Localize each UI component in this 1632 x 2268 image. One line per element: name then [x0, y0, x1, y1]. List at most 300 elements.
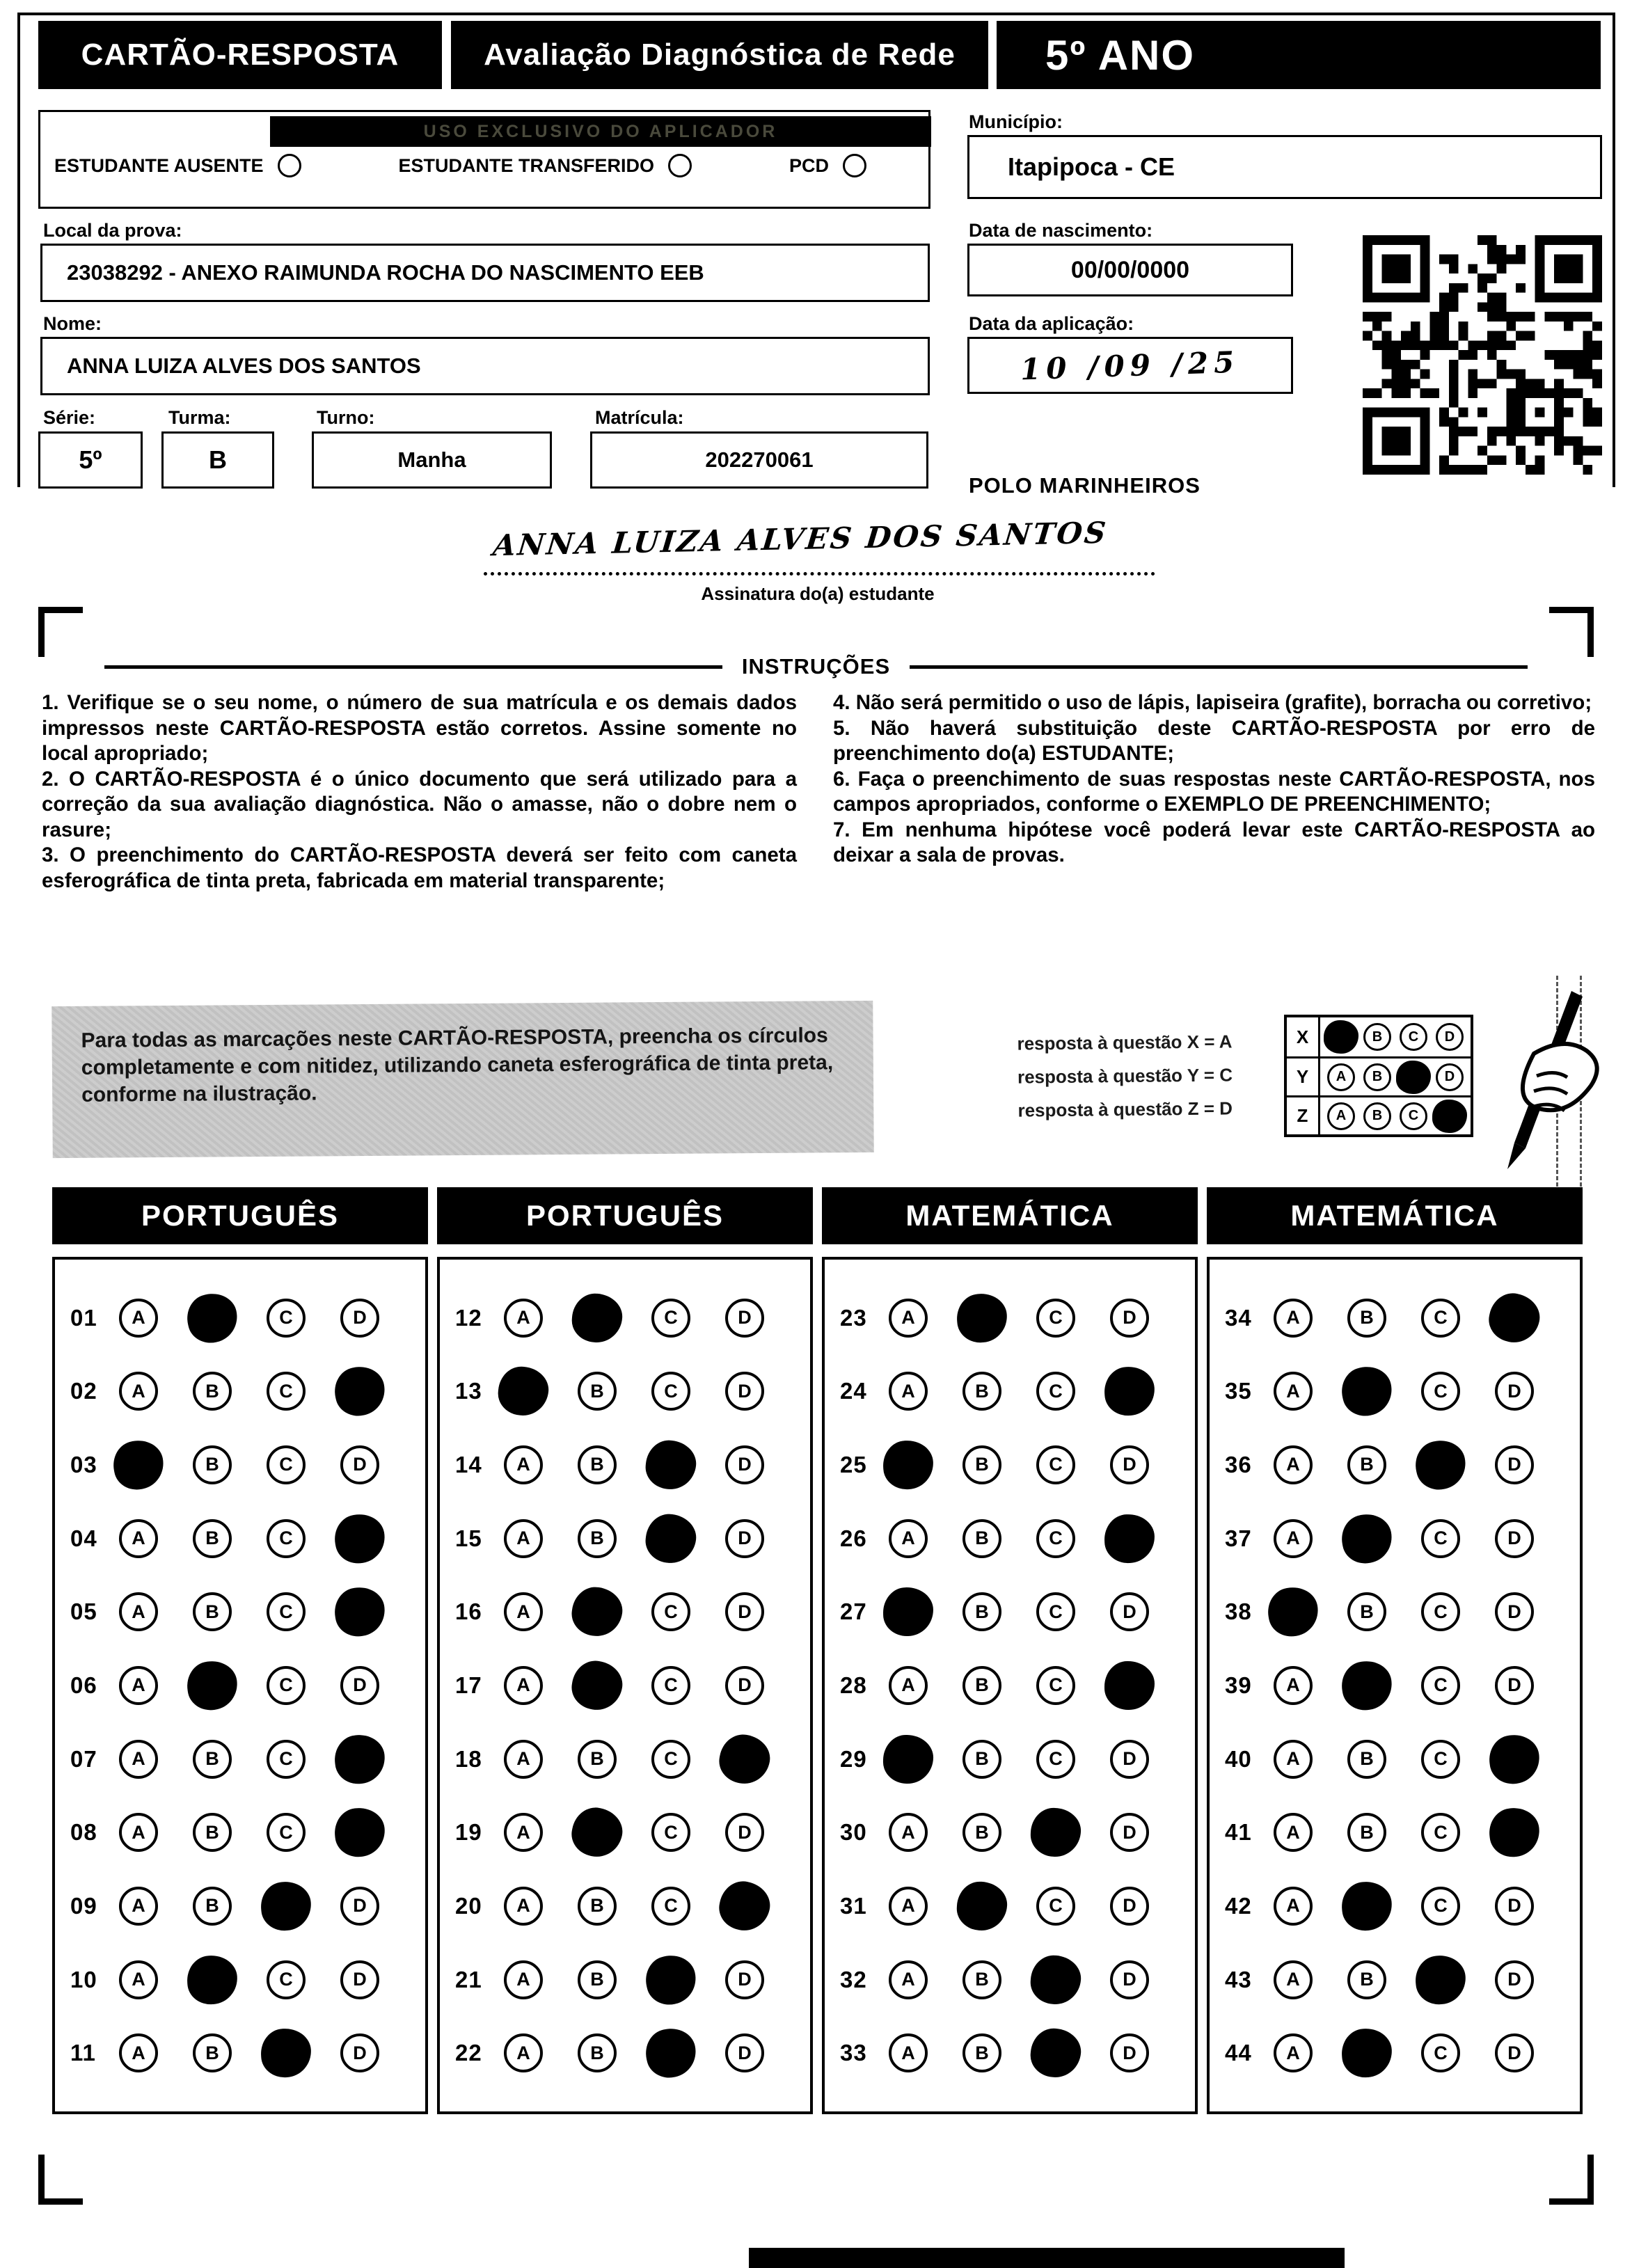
municipio-value: Itapipoca - CE: [1008, 152, 1175, 181]
answer-bubble-40-B[interactable]: [1347, 1740, 1386, 1779]
answer-bubble-22-B[interactable]: [578, 2033, 617, 2072]
answer-bubble-38-A[interactable]: [1274, 1592, 1313, 1631]
answer-bubble-44-A[interactable]: [1274, 2033, 1313, 2072]
answer-bubble-03-C[interactable]: [267, 1445, 306, 1484]
question-row: [70, 1740, 425, 1779]
answer-bubble-25-B[interactable]: [962, 1445, 1001, 1484]
answer-bubble-21-C[interactable]: [651, 1960, 690, 1999]
filled-mark: [643, 1511, 699, 1565]
answer-bubble-24-C[interactable]: [1036, 1372, 1075, 1411]
question-options: [889, 1666, 1149, 1705]
answer-section-header: PORTUGUÊS: [52, 1187, 428, 1244]
answer-bubble-31-A[interactable]: [889, 1887, 928, 1926]
question-options: [889, 1592, 1149, 1631]
answer-bubble-06-C[interactable]: [267, 1666, 306, 1705]
answer-bubble-04-C[interactable]: [267, 1519, 306, 1558]
answer-bubble-19-A[interactable]: [504, 1813, 543, 1852]
answer-bubble-37-A[interactable]: [1274, 1519, 1313, 1558]
answer-bubble-19-B[interactable]: [578, 1813, 617, 1852]
answer-bubble-27-B[interactable]: [962, 1592, 1001, 1631]
answer-bubble-17-C[interactable]: [651, 1666, 690, 1705]
answer-bubble-24-A[interactable]: [889, 1372, 928, 1411]
question-row: [840, 1740, 1195, 1779]
option-circle: A: [1274, 1519, 1313, 1558]
answer-bubble-27-C[interactable]: [1036, 1592, 1075, 1631]
option-circle: D: [725, 1299, 764, 1338]
answer-bubble-35-C[interactable]: [1421, 1372, 1460, 1411]
filled-mark: [642, 2024, 701, 2081]
answer-bubble-37-B[interactable]: [1347, 1519, 1386, 1558]
answer-bubble-09-D[interactable]: [340, 1887, 379, 1926]
applicator-option-bubble[interactable]: [278, 154, 301, 177]
answer-bubble-10-B[interactable]: [193, 1960, 232, 1999]
option-circle: C: [1421, 1592, 1460, 1631]
filled-mark: [715, 1731, 773, 1787]
answer-bubble-34-C[interactable]: [1421, 1299, 1460, 1338]
option-circle: C: [267, 1372, 306, 1411]
answer-bubble-44-C[interactable]: [1421, 2033, 1460, 2072]
answer-bubble-30-A[interactable]: [889, 1813, 928, 1852]
option-circle: B: [193, 1813, 232, 1852]
answer-bubble-38-B[interactable]: [1347, 1592, 1386, 1631]
question-options: [889, 1445, 1149, 1484]
filled-mark: [1340, 2027, 1394, 2079]
answer-bubble-21-A[interactable]: [504, 1960, 543, 1999]
answer-bubble-02-B[interactable]: [193, 1372, 232, 1411]
applicator-option-bubble[interactable]: [843, 154, 866, 177]
answer-bubble-32-A[interactable]: [889, 1960, 928, 1999]
answer-bubble-03-A[interactable]: [119, 1445, 158, 1484]
answer-bubble-15-C[interactable]: [651, 1519, 690, 1558]
applicator-option: [54, 154, 301, 177]
answer-bubble-43-D[interactable]: [1495, 1960, 1534, 1999]
filled-mark: [1413, 1953, 1468, 2006]
answer-column: [437, 1187, 813, 2114]
answer-bubble-40-C[interactable]: [1421, 1740, 1460, 1779]
answer-bubble-09-B[interactable]: [193, 1887, 232, 1926]
answer-bubble-28-A[interactable]: [889, 1666, 928, 1705]
corner-mark-bottom-right: [1549, 2155, 1594, 2205]
answer-bubble-26-A[interactable]: [889, 1519, 928, 1558]
answer-bubble-31-C[interactable]: [1036, 1887, 1075, 1926]
answer-bubble-01-D[interactable]: [340, 1299, 379, 1338]
answer-bubble-39-B[interactable]: [1347, 1666, 1386, 1705]
filled-mark: [569, 1658, 626, 1713]
option-circle: A: [119, 1813, 158, 1852]
option-circle: D: [1110, 1299, 1149, 1338]
answer-bubble-12-D[interactable]: [725, 1299, 764, 1338]
answer-bubble-01-A[interactable]: [119, 1299, 158, 1338]
answer-bubble-16-B[interactable]: [578, 1592, 617, 1631]
answer-bubble-15-B[interactable]: [578, 1519, 617, 1558]
question-options: [504, 1666, 764, 1705]
example-row-label: Z: [1287, 1097, 1320, 1134]
option-circle: C: [1036, 1740, 1075, 1779]
answer-bubble-28-C[interactable]: [1036, 1666, 1075, 1705]
question-options: [504, 1813, 764, 1852]
nascimento-label: Data de nascimento:: [969, 220, 1153, 241]
question-number: 11: [70, 2040, 96, 2066]
answer-bubble-42-A[interactable]: [1274, 1887, 1313, 1926]
answer-bubble-03-B[interactable]: [193, 1445, 232, 1484]
answer-bubble-16-A[interactable]: [504, 1592, 543, 1631]
answer-bubble-23-B[interactable]: [962, 1299, 1001, 1338]
answer-bubble-44-B[interactable]: [1347, 2033, 1386, 2072]
answer-bubble-11-D[interactable]: [340, 2033, 379, 2072]
answer-bubble-20-B[interactable]: [578, 1887, 617, 1926]
answer-bubble-30-C[interactable]: [1036, 1813, 1075, 1852]
answer-bubble-13-A[interactable]: [504, 1372, 543, 1411]
question-row: [70, 1813, 425, 1852]
answer-bubble-09-C[interactable]: [267, 1887, 306, 1926]
answer-bubble-05-B[interactable]: [193, 1592, 232, 1631]
option-circle: C: [1400, 1023, 1427, 1051]
question-options: [1274, 1960, 1534, 1999]
answer-bubble-39-D[interactable]: [1495, 1666, 1534, 1705]
question-number: 27: [840, 1599, 867, 1625]
question-options: [504, 2033, 764, 2072]
answer-bubble-30-B[interactable]: [962, 1813, 1001, 1852]
answer-bubble-14-C[interactable]: [651, 1445, 690, 1484]
question-row: [70, 1445, 425, 1484]
question-number: 04: [70, 1525, 97, 1551]
answer-bubble-07-D[interactable]: [340, 1740, 379, 1779]
option-circle: D: [1495, 1666, 1534, 1705]
filled-mark: [956, 1880, 1008, 1932]
answer-bubble-37-D[interactable]: [1495, 1519, 1534, 1558]
answer-bubble-17-A[interactable]: [504, 1666, 543, 1705]
question-row: [70, 1519, 425, 1558]
answer-bubble-15-D[interactable]: [725, 1519, 764, 1558]
option-circle: C: [267, 1960, 306, 1999]
option-circle: B: [1347, 1299, 1386, 1338]
answer-bubble-33-D[interactable]: [1110, 2033, 1149, 2072]
question-row: [840, 2033, 1195, 2072]
question-row: [70, 1372, 425, 1411]
answer-bubble-14-D[interactable]: [725, 1445, 764, 1484]
question-row: [1225, 1519, 1580, 1558]
answer-bubble-18-B[interactable]: [578, 1740, 617, 1779]
nascimento-box: [967, 244, 1293, 296]
answer-bubble-16-D[interactable]: [725, 1592, 764, 1631]
option-circle: C: [1421, 1519, 1460, 1558]
answer-bubble-44-D[interactable]: [1495, 2033, 1534, 2072]
filled-mark: [1486, 1731, 1542, 1786]
option-circle: D: [1495, 1887, 1534, 1926]
answer-bubble-42-C[interactable]: [1421, 1887, 1460, 1926]
answer-bubble-19-C[interactable]: [651, 1813, 690, 1852]
question-options: [889, 1519, 1149, 1558]
example-bubble-Y-A: [1327, 1063, 1355, 1091]
option-circle: B: [962, 1445, 1001, 1484]
answer-bubble-14-A[interactable]: [504, 1445, 543, 1484]
answer-bubble-01-B[interactable]: [193, 1299, 232, 1338]
hand-pen-illustration: [1467, 987, 1606, 1196]
filled-mark: [186, 1953, 239, 2006]
option-circle: C: [1036, 1592, 1075, 1631]
answer-bubble-28-B[interactable]: [962, 1666, 1001, 1705]
answer-bubble-07-C[interactable]: [267, 1740, 306, 1779]
option-circle: B: [1347, 1592, 1386, 1631]
answer-bubble-13-B[interactable]: [578, 1372, 617, 1411]
question-options: [119, 1592, 379, 1631]
answer-bubble-36-B[interactable]: [1347, 1445, 1386, 1484]
option-circle: A: [504, 1445, 543, 1484]
answer-bubble-30-D[interactable]: [1110, 1813, 1149, 1852]
option-circle: C: [651, 1666, 690, 1705]
question-number: 30: [840, 1819, 867, 1846]
filled-mark: [1396, 1061, 1431, 1094]
question-number: 40: [1225, 1745, 1252, 1772]
answer-bubble-02-C[interactable]: [267, 1372, 306, 1411]
answer-bubble-22-C[interactable]: [651, 2033, 690, 2072]
answer-bubble-17-B[interactable]: [578, 1666, 617, 1705]
answer-bubble-13-C[interactable]: [651, 1372, 690, 1411]
question-row: [70, 1592, 425, 1631]
answer-bubble-05-C[interactable]: [267, 1592, 306, 1631]
answer-bubble-12-C[interactable]: [651, 1299, 690, 1338]
instructions-heading: [104, 654, 1528, 679]
answer-bubble-27-D[interactable]: [1110, 1592, 1149, 1631]
answer-bubble-23-D[interactable]: [1110, 1299, 1149, 1338]
answer-bubble-35-D[interactable]: [1495, 1372, 1534, 1411]
question-row: [1225, 1813, 1580, 1852]
answer-bubble-43-A[interactable]: [1274, 1960, 1313, 1999]
local-label: Local da prova:: [43, 220, 182, 241]
filled-mark: [333, 1806, 388, 1859]
answer-bubble-41-A[interactable]: [1274, 1813, 1313, 1852]
answer-bubble-22-A[interactable]: [504, 2033, 543, 2072]
answer-bubble-06-A[interactable]: [119, 1666, 158, 1705]
signature-line: [484, 572, 1155, 576]
answer-bubble-42-B[interactable]: [1347, 1887, 1386, 1926]
answer-bubble-23-C[interactable]: [1036, 1299, 1075, 1338]
option-circle: C: [651, 1372, 690, 1411]
question-options: [1274, 1666, 1534, 1705]
question-options: [504, 1445, 764, 1484]
answer-bubble-41-D[interactable]: [1495, 1813, 1534, 1852]
question-number: 41: [1225, 1819, 1252, 1846]
option-circle: B: [1363, 1063, 1391, 1091]
answer-bubble-21-D[interactable]: [725, 1960, 764, 1999]
option-circle: A: [504, 1813, 543, 1852]
instruction-item: 4. Não será permitido o uso de lápis, lapiseira (grafite), borracha ou corretivo;: [833, 691, 1592, 714]
answer-bubble-36-A[interactable]: [1274, 1445, 1313, 1484]
answer-bubble-19-D[interactable]: [725, 1813, 764, 1852]
answer-bubble-43-B[interactable]: [1347, 1960, 1386, 1999]
option-circle: C: [1036, 1666, 1075, 1705]
answer-bubble-26-B[interactable]: [962, 1519, 1001, 1558]
question-options: [504, 1372, 764, 1411]
answer-bubble-08-B[interactable]: [193, 1813, 232, 1852]
answer-section-header: PORTUGUÊS: [437, 1187, 813, 1244]
answer-bubble-02-A[interactable]: [119, 1372, 158, 1411]
answer-bubble-21-B[interactable]: [578, 1960, 617, 1999]
answer-bubble-31-D[interactable]: [1110, 1887, 1149, 1926]
applicator-option-bubble[interactable]: [668, 154, 692, 177]
option-circle: B: [193, 1887, 232, 1926]
answer-bubble-05-D[interactable]: [340, 1592, 379, 1631]
example-grid-row: [1287, 1017, 1471, 1056]
answer-bubble-36-D[interactable]: [1495, 1445, 1534, 1484]
filled-mark: [184, 1658, 240, 1713]
answer-bubble-18-D[interactable]: [725, 1740, 764, 1779]
answer-bubble-15-A[interactable]: [504, 1519, 543, 1558]
example-bubble-Z-C: [1400, 1102, 1427, 1130]
answer-bubble-33-C[interactable]: [1036, 2033, 1075, 2072]
answer-bubble-32-B[interactable]: [962, 1960, 1001, 1999]
option-circle: A: [504, 1740, 543, 1779]
question-number: 38: [1225, 1599, 1252, 1625]
filled-mark: [1029, 1953, 1083, 2006]
answer-bubble-27-A[interactable]: [889, 1592, 928, 1631]
answer-bubble-38-C[interactable]: [1421, 1592, 1460, 1631]
answer-bubble-34-D[interactable]: [1495, 1299, 1534, 1338]
answer-bubble-41-B[interactable]: [1347, 1813, 1386, 1852]
answer-bubble-25-C[interactable]: [1036, 1445, 1075, 1484]
answer-bubble-38-D[interactable]: [1495, 1592, 1534, 1631]
answer-bubble-29-A[interactable]: [889, 1740, 928, 1779]
question-options: [1274, 1299, 1534, 1338]
option-circle: D: [1495, 1445, 1534, 1484]
answer-bubble-16-C[interactable]: [651, 1592, 690, 1631]
answer-section-header: MATEMÁTICA: [822, 1187, 1198, 1244]
answer-bubble-01-C[interactable]: [267, 1299, 306, 1338]
option-circle: A: [889, 2033, 928, 2072]
answer-bubble-07-A[interactable]: [119, 1740, 158, 1779]
answer-bubble-41-C[interactable]: [1421, 1813, 1460, 1852]
answer-bubble-03-D[interactable]: [340, 1445, 379, 1484]
answer-bubble-34-A[interactable]: [1274, 1299, 1313, 1338]
option-circle: B: [962, 1519, 1001, 1558]
answer-bubble-20-C[interactable]: [651, 1887, 690, 1926]
question-row: [840, 1887, 1195, 1926]
answer-bubble-02-D[interactable]: [340, 1372, 379, 1411]
answer-column: [52, 1187, 428, 2114]
option-circle: C: [651, 1592, 690, 1631]
answer-bubble-20-D[interactable]: [725, 1887, 764, 1926]
option-circle: D: [725, 1813, 764, 1852]
question-number: 42: [1225, 1892, 1252, 1919]
answer-bubble-29-D[interactable]: [1110, 1740, 1149, 1779]
example-row-options: [1320, 1023, 1471, 1051]
answer-bubble-33-A[interactable]: [889, 2033, 928, 2072]
answer-bubble-18-A[interactable]: [504, 1740, 543, 1779]
answer-bubble-04-A[interactable]: [119, 1519, 158, 1558]
answer-bubble-31-B[interactable]: [962, 1887, 1001, 1926]
answer-bubble-20-A[interactable]: [504, 1887, 543, 1926]
answer-bubble-08-D[interactable]: [340, 1813, 379, 1852]
turno-box: [312, 431, 552, 489]
answer-bubble-25-D[interactable]: [1110, 1445, 1149, 1484]
answer-bubble-29-C[interactable]: [1036, 1740, 1075, 1779]
question-options: [889, 1887, 1149, 1926]
answer-bubble-11-C[interactable]: [267, 2033, 306, 2072]
option-circle: D: [1110, 2033, 1149, 2072]
option-circle: A: [119, 1519, 158, 1558]
answer-bubble-35-B[interactable]: [1347, 1372, 1386, 1411]
answer-bubble-18-C[interactable]: [651, 1740, 690, 1779]
answer-bubble-04-D[interactable]: [340, 1519, 379, 1558]
answer-bubble-05-A[interactable]: [119, 1592, 158, 1631]
answer-bubble-07-B[interactable]: [193, 1740, 232, 1779]
answer-bubble-12-A[interactable]: [504, 1299, 543, 1338]
answer-bubble-28-D[interactable]: [1110, 1666, 1149, 1705]
answer-bubble-10-A[interactable]: [119, 1960, 158, 1999]
question-options: [504, 1740, 764, 1779]
answer-bubble-26-C[interactable]: [1036, 1519, 1075, 1558]
answer-bubble-10-D[interactable]: [340, 1960, 379, 1999]
answer-bubble-10-C[interactable]: [267, 1960, 306, 1999]
answer-bubble-09-A[interactable]: [119, 1887, 158, 1926]
answer-bubble-24-B[interactable]: [962, 1372, 1001, 1411]
option-circle: B: [578, 1372, 617, 1411]
answer-bubble-37-C[interactable]: [1421, 1519, 1460, 1558]
question-number: 20: [455, 1892, 482, 1919]
answer-bubble-11-B[interactable]: [193, 2033, 232, 2072]
option-circle: A: [119, 1740, 158, 1779]
answer-bubble-34-B[interactable]: [1347, 1299, 1386, 1338]
option-circle: A: [1274, 1299, 1313, 1338]
answer-bubble-14-B[interactable]: [578, 1445, 617, 1484]
question-options: [1274, 1445, 1534, 1484]
heading-rule-right: [910, 665, 1528, 669]
answer-bubble-11-A[interactable]: [119, 2033, 158, 2072]
answer-bubble-35-A[interactable]: [1274, 1372, 1313, 1411]
turma-label: Turma:: [168, 407, 231, 428]
answer-bubble-26-D[interactable]: [1110, 1519, 1149, 1558]
answer-bubble-04-B[interactable]: [193, 1519, 232, 1558]
question-number: 26: [840, 1525, 867, 1551]
option-circle: A: [1274, 2033, 1313, 2072]
answer-bubble-32-D[interactable]: [1110, 1960, 1149, 1999]
answer-bubble-42-D[interactable]: [1495, 1887, 1534, 1926]
question-row: [840, 1960, 1195, 1999]
option-circle: A: [504, 1666, 543, 1705]
answer-bubble-39-C[interactable]: [1421, 1666, 1460, 1705]
option-circle: C: [1421, 1740, 1460, 1779]
option-circle: C: [651, 1299, 690, 1338]
answer-bubble-29-B[interactable]: [962, 1740, 1001, 1779]
answer-bubble-36-C[interactable]: [1421, 1445, 1460, 1484]
answer-bubble-08-A[interactable]: [119, 1813, 158, 1852]
example-bubble-X-C: [1400, 1023, 1427, 1051]
option-circle: B: [578, 1445, 617, 1484]
option-circle: B: [193, 1592, 232, 1631]
answer-bubble-25-A[interactable]: [889, 1445, 928, 1484]
option-circle: A: [1274, 1740, 1313, 1779]
answer-bubble-39-A[interactable]: [1274, 1666, 1313, 1705]
answer-bubble-33-B[interactable]: [962, 2033, 1001, 2072]
answer-bubble-12-B[interactable]: [578, 1299, 617, 1338]
answer-bubble-08-C[interactable]: [267, 1813, 306, 1852]
question-row: [1225, 1666, 1580, 1705]
answer-bubble-06-D[interactable]: [340, 1666, 379, 1705]
answer-bubble-13-D[interactable]: [725, 1372, 764, 1411]
answer-bubble-43-C[interactable]: [1421, 1960, 1460, 1999]
answer-bubble-17-D[interactable]: [725, 1666, 764, 1705]
answer-bubble-40-D[interactable]: [1495, 1740, 1534, 1779]
example-bubble-Y-D: [1436, 1063, 1464, 1091]
answer-bubble-24-D[interactable]: [1110, 1372, 1149, 1411]
answer-bubble-32-C[interactable]: [1036, 1960, 1075, 1999]
answer-bubble-06-B[interactable]: [193, 1666, 232, 1705]
option-circle: C: [1421, 1299, 1460, 1338]
answer-bubble-22-D[interactable]: [725, 2033, 764, 2072]
filled-mark: [1338, 1658, 1395, 1713]
answer-bubble-23-A[interactable]: [889, 1299, 928, 1338]
answer-bubble-40-A[interactable]: [1274, 1740, 1313, 1779]
